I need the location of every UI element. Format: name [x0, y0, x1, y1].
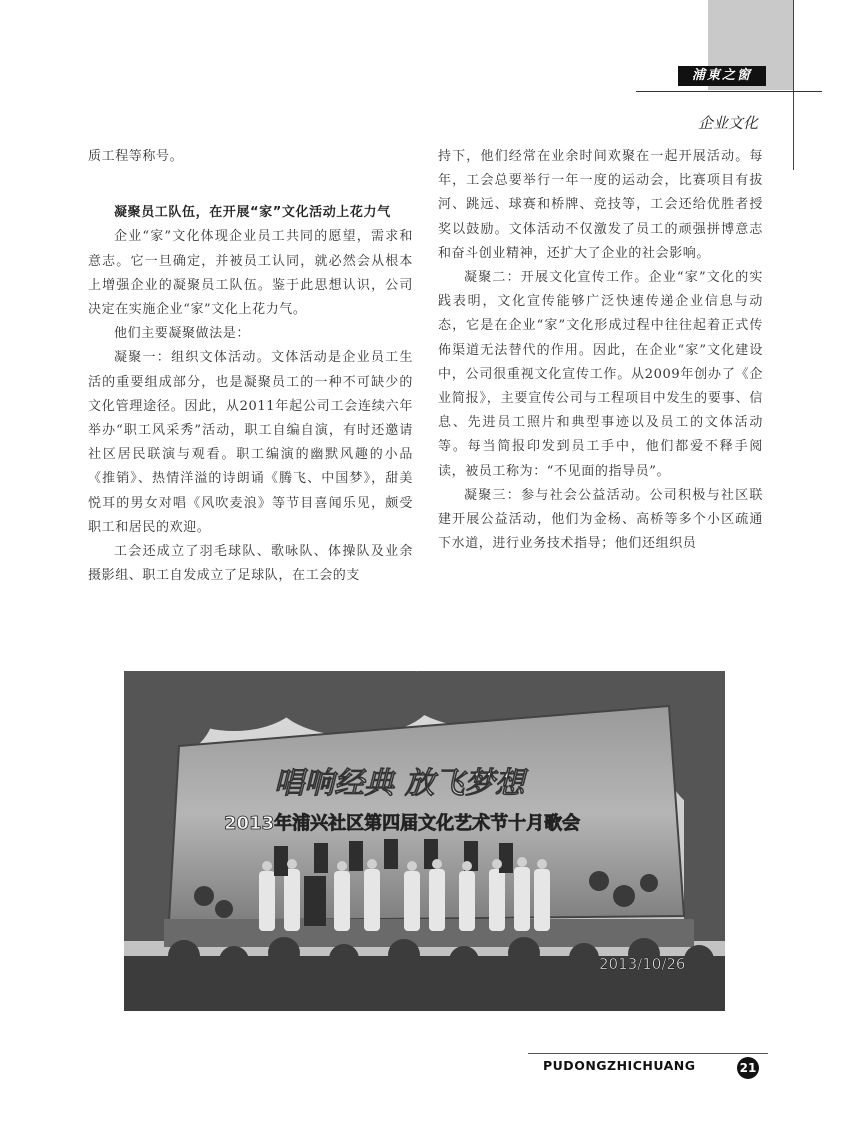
right-column [438, 145, 763, 556]
event-photo [124, 671, 725, 1011]
paragraph: 工会还成立了羽毛球队、歌咏队、体操队及业余摄影组、职工自发成立了足球队，在工会的支 [88, 544, 413, 584]
header-vertical-rule [793, 0, 794, 170]
left-column [88, 145, 413, 588]
footer-brand: PUDONGZHICHUANG [543, 1058, 696, 1073]
section-title: 企业文化 [697, 114, 758, 132]
paragraph: 凝聚三：参与社会公益活动。公司积极与社区联建开展公益活动，他们为金杨、高桥等多个小区疏通下水道，进行业务技术指导；他们还组织员 [438, 487, 763, 552]
header-rule [636, 91, 822, 92]
page-number: 21 [737, 1057, 759, 1079]
paragraph: 凝聚一：组织文体活动。文体活动是企业员工生活的重要组成部分，也是凝聚员工的一种不可缺少的文化管理途径。因此，从2011年起公司工会连续六年举办“职工风采秀”活动，职工自编自演，有时还邀请社区居民联演与观看。职工编演的幽默风趣的小品《推销》、热情洋溢的诗朗诵《腾飞、中国梦》，甜美悦耳的男女对唱《风吹麦浪》等节目喜闻乐见，颇受职工和居民的欢迎。 [88, 350, 413, 535]
paragraph: 质工程等称号。 [88, 149, 184, 164]
banner-title: 2013年浦兴社区第四届文化艺术节十月歌会 [224, 813, 581, 834]
footer-rule [528, 1053, 768, 1054]
paragraph: 他们主要凝聚做法是： [114, 326, 251, 342]
magazine-logo: 浦東之窗 [678, 66, 766, 86]
subheading: 凝聚员工队伍，在开展“家”文化活动上花力气 [114, 205, 391, 221]
paragraph: 企业“家”文化体现企业员工共同的愿望，需求和意志。它一旦确定，并被员工认同，就必然会从根本上增强企业的凝聚员工队伍。鉴于此思想认识，公司决定在实施企业“家”文化上花力气。 [88, 229, 413, 318]
banner-slogan: 唱响经典 放飞梦想 [274, 766, 525, 801]
paragraph: 凝聚二：开展文化宣传工作。企业“家”文化的实践表明，文化宣传能够广泛快速传递企业信息与动态，它是在企业“家”文化形成过程中往往起着正式传佈渠道无法替代的作用。因此，在企业“家”文化建设中，公司很重视文化宣传工作。从2009年创办了《企业简报》，主要宣传公司与工程项目中发生的要事、信息、先进员工照片和典型事迹以及员工的文体活动等。每当简报印发到员工手中，他们都爱不释手阅读，被员工称为：“不见面的指导员”。 [438, 270, 763, 479]
photo-date-stamp: 2013/10/26 [599, 955, 686, 973]
paragraph: 持下，他们经常在业余时间欢聚在一起开展活动。每年，工会总要举行一年一度的运动会，比赛项目有拔河、跳远、球赛和桥牌、竞技等，工会还给优胜者授奖以鼓励。文体活动不仅激发了员工的顽强拼博意志和奋斗创业精神，还扩大了企业的社会影响。 [438, 149, 763, 261]
